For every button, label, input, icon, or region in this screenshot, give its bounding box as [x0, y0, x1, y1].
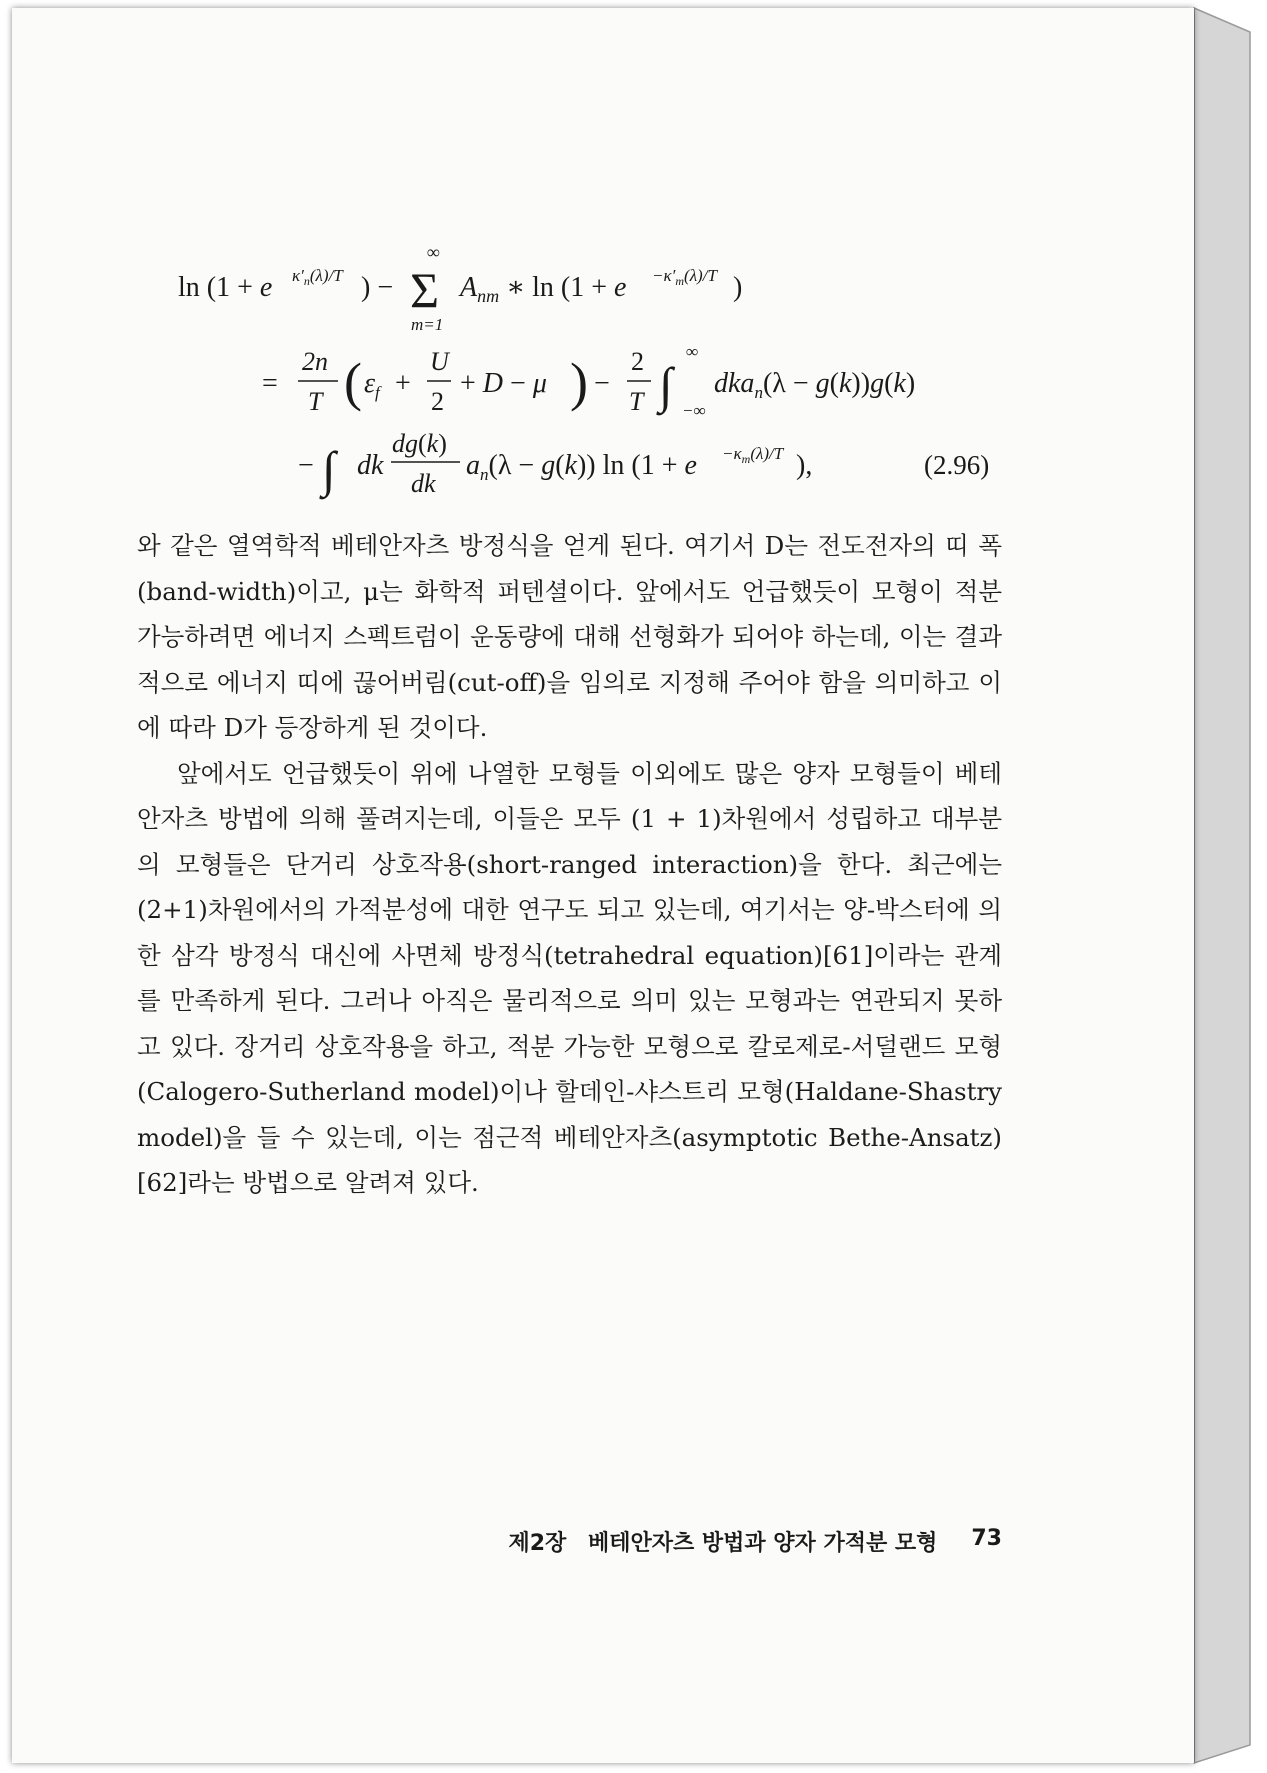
svg-text:Anm ∗ ln (1 + e: $A_{nm}$ ∗ ln (1 + e — [460, 272, 627, 306]
equation-2-96 — [0, 0, 1267, 520]
svg-text:−: − — [594, 368, 610, 399]
svg-text:−κ′m(λ)/T: $-\kappa'_m(\lambda)/T$ — [652, 266, 717, 288]
svg-text:+ D − μ: + D − μ — [460, 368, 547, 399]
svg-text:2: 2 — [631, 347, 644, 376]
svg-text:−κm(λ)/T: $-\kappa_m(\lambda)/T$ — [722, 444, 784, 466]
svg-text:T: T — [308, 387, 323, 416]
equation-line-3 — [298, 429, 989, 500]
equation-line-1 — [178, 242, 742, 334]
svg-text:∞: ∞ — [427, 242, 440, 262]
paragraph-2: 앞에서도 언급했듯이 위에 나열한 모형들 이외에도 많은 양자 모형들이 베테안자츠 방법에 의해 풀려지는데, 이들은 모두 (1 + 1)차원에서 성립하고 대부분의 모형들은 단거리 상호작용(short-ranged interaction)을 한다. 최근에는 (2+1)차원에서의 가적분성에 대한 연구도 되고 있는데, 여기서는 양-박스터에 의한 삼각 방정식 대신에 사면체 방정식(tetrahedral equation)[61]이라는 관계를 만족하게 된다. 그러나 아직은 물리적으로 의미 있는 모형과는 연관되지 못하고 있다. 장거리 상호작용을 하고, 적분 가능한 모형으로 칼로제로-서덜랜드 모형(Calogero-Sutherland model)이나 할데인-샤스트리 모형(Haldane-Shastry model)을 들 수 있는데, 이는 점근적 베테안자츠(asymptotic Bethe-Ansatz)[62]라는 방법으로 알려져 있다. — [137, 758, 1002, 1197]
running-footer — [437, 1526, 1002, 1557]
svg-text:=: = — [262, 368, 278, 399]
svg-text:dk: dk — [357, 450, 384, 481]
svg-text:T: T — [629, 387, 644, 416]
svg-text:dk: dk — [411, 469, 436, 498]
svg-text:) −: ) − — [361, 272, 394, 303]
chapter-heading — [508, 1526, 937, 1557]
svg-text:),: ), — [796, 450, 813, 481]
svg-text:−∞: −∞ — [682, 401, 706, 420]
svg-text:U: U — [430, 347, 449, 376]
svg-text:(: ( — [344, 352, 362, 412]
svg-text:εf: $\varepsilon_f$ — [364, 368, 380, 402]
svg-text:): ) — [570, 352, 588, 412]
svg-text:ln (1 + e: ln (1 + e — [178, 272, 273, 303]
chapter-title: 베테안자츠 방법과 양자 가적분 모형 — [587, 1531, 938, 1556]
svg-text:∞: ∞ — [686, 342, 699, 361]
body-text — [137, 523, 1002, 1206]
svg-text:dkan(λ − g(k))g(k): dka$_n$(λ − g(k))g(k) — [714, 368, 916, 402]
svg-text:κ′n(λ)/T: $\kappa'_n(\lambda)/T$ — [292, 266, 343, 288]
svg-text:dg(k): dg(k) — [392, 429, 447, 458]
svg-text:+: + — [395, 368, 411, 399]
svg-text:Σ: Σ — [410, 262, 440, 318]
chapter-label: 제2장 — [508, 1531, 567, 1556]
svg-text:an(λ − g(k)) ln (1 + e: $a_n(\lambda - g(k))$ ln (1 + e — [466, 450, 697, 484]
svg-text:−: − — [298, 450, 314, 481]
svg-text:m=1: m=1 — [411, 315, 444, 334]
svg-text:2: 2 — [431, 387, 444, 416]
equation-number: (2.96) — [924, 450, 990, 480]
paragraph-1: 와 같은 열역학적 베테안자츠 방정식을 얻게 된다. 여기서 D는 전도전자의 띠 폭(band-width)이고, μ는 화학적 퍼텐셜이다. 앞에서도 언급했듯이 모형이 적분 가능하려면 에너지 스펙트럼이 운동량에 대해 선형화가 되어야 하는데, 이는 결과적으로 에너지 띠에 끊어버림(cut-off)을 임의로 지정해 주어야 함을 의미하고 이에 따라 D가 등장하게 된 것이다. — [137, 531, 1002, 742]
svg-text:2n: 2n — [302, 347, 328, 376]
equation-line-2 — [262, 342, 915, 420]
svg-text:∫: ∫ — [659, 357, 673, 413]
svg-text:∫: ∫ — [322, 441, 336, 497]
page-number: 73 — [971, 1526, 1002, 1551]
svg-text:): ) — [733, 272, 743, 303]
